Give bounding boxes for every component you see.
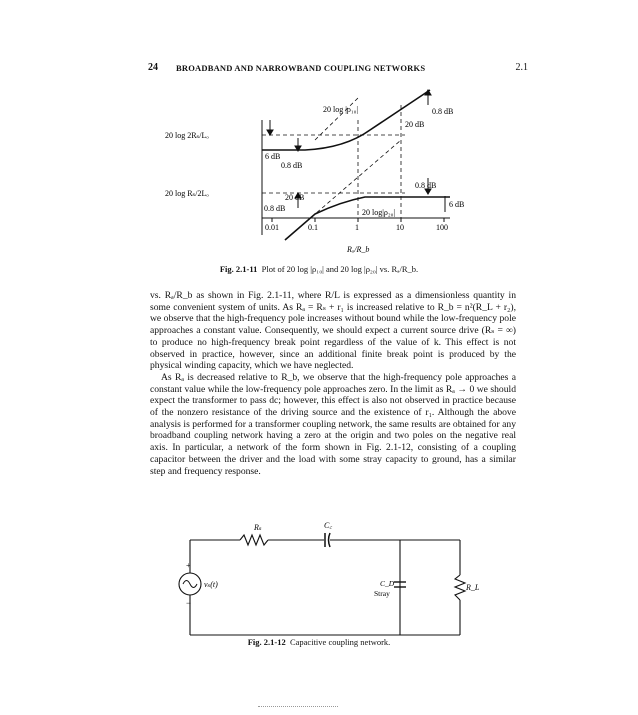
cc-label: C꜀	[324, 521, 333, 530]
source-label: vₛ(t)	[204, 580, 218, 589]
curve-label-bottom: 20 log|ρ₂₀|	[362, 208, 395, 217]
cs-label: C_D	[380, 579, 395, 588]
x-tick-label: 0.1	[308, 223, 318, 232]
annotation-3: 6 dB	[265, 152, 281, 161]
curve-label-top: 20 log |ρ₁₀|	[323, 105, 358, 114]
rl-label: R_L	[466, 583, 480, 592]
circuit-figure	[168, 520, 478, 650]
caption-text: Capacitive coupling network.	[289, 637, 391, 647]
minus-label: −	[186, 598, 192, 608]
stray-label: Stray	[374, 589, 390, 598]
caption-text: Plot of 20 log |ρ₁₀| and 20 log |ρ₂₀| vs. Rₐ/R_b.	[261, 264, 419, 274]
annotation-5: 0.8 dB	[415, 181, 437, 190]
page-number: 24	[148, 62, 158, 73]
bode-plot-figure	[165, 90, 495, 275]
plus-label: +	[186, 561, 191, 570]
load-resistor-icon	[455, 575, 465, 600]
annotation-6: 20 dB	[285, 193, 305, 202]
figure-caption-2	[0, 637, 638, 647]
page-header	[148, 62, 528, 76]
left-label-top: 20 log 2Rₛ/Lₒ	[165, 131, 209, 140]
left-label-bottom: 20 log Rₛ/2Lₒ	[165, 189, 209, 198]
x-axis-label: Rₐ/R_b	[347, 245, 370, 254]
circuit-schematic	[168, 520, 478, 650]
annotation-7: 6 dB	[449, 200, 465, 209]
caption-number: Fig. 2.1-12	[247, 637, 286, 647]
annotation-8: 0.8 dB	[264, 204, 286, 213]
rs-label: Rₛ	[254, 523, 262, 532]
annotation-4: 0.8 dB	[281, 161, 303, 170]
x-tick-label: 1	[355, 223, 359, 232]
paragraph: As Rₐ is decreased relative to R_b, we observe that the high-frequency pole approaches a constant value while the low-frequency pole approaches zero. In the limit as Rₐ → 0 we should expect the transformer to pass dc; however, this effect is also not observed in practice because of the nonzero resistance of the driving source and the existence of r₁. Although the above analysis is performed for a transformer coupling network, the same results are obtained for any broadband coupling network having a zero at the origin and two poles on the negative real axis. In particular, a network of the form shown in Fig. 2.1-12, consisting of a coupling capacitor between the driver and the load with some stray capacity to ground, has a similar step and frequency response.	[150, 371, 516, 477]
x-ticks	[272, 218, 444, 222]
running-title: BROADBAND AND NARROWBAND COUPLING NETWORKS	[176, 63, 426, 73]
body-text	[150, 290, 516, 477]
annotation-1: 0.8 dB	[432, 107, 454, 116]
bode-plot	[165, 90, 495, 275]
x-tick-label: 100	[436, 223, 448, 232]
x-tick-label: 0.01	[265, 223, 279, 232]
circuit-wires	[190, 535, 460, 635]
coupling-capacitor-plate	[329, 533, 331, 547]
caption-number: Fig. 2.1-11	[219, 264, 258, 274]
scan-artifact	[258, 706, 338, 707]
x-tick-label: 10	[396, 223, 404, 232]
figure-caption-1	[0, 264, 638, 274]
paragraph: vs. Rₐ/R_b as shown in Fig. 2.1-11, where R/L is expressed as a dimensionless quantity in some convenient system of units. As Rₐ = Rₛ + r₁ is increased relative to R_b = n²(R_L + r₂), we observe that the high-frequency pole increases without bound while the low-frequency pole approaches a constant value. Consequently, we should expect a current source drive (Rₛ = ∞) to produce no high-frequency break point regardless of the value of k. This effect is not observed in practice, however, since an additional finite break point is produced by the physical winding capacity, which we have neglected.	[150, 290, 516, 372]
annotation-2: 20 dB	[405, 120, 425, 129]
section-number: 2.1	[515, 62, 528, 73]
